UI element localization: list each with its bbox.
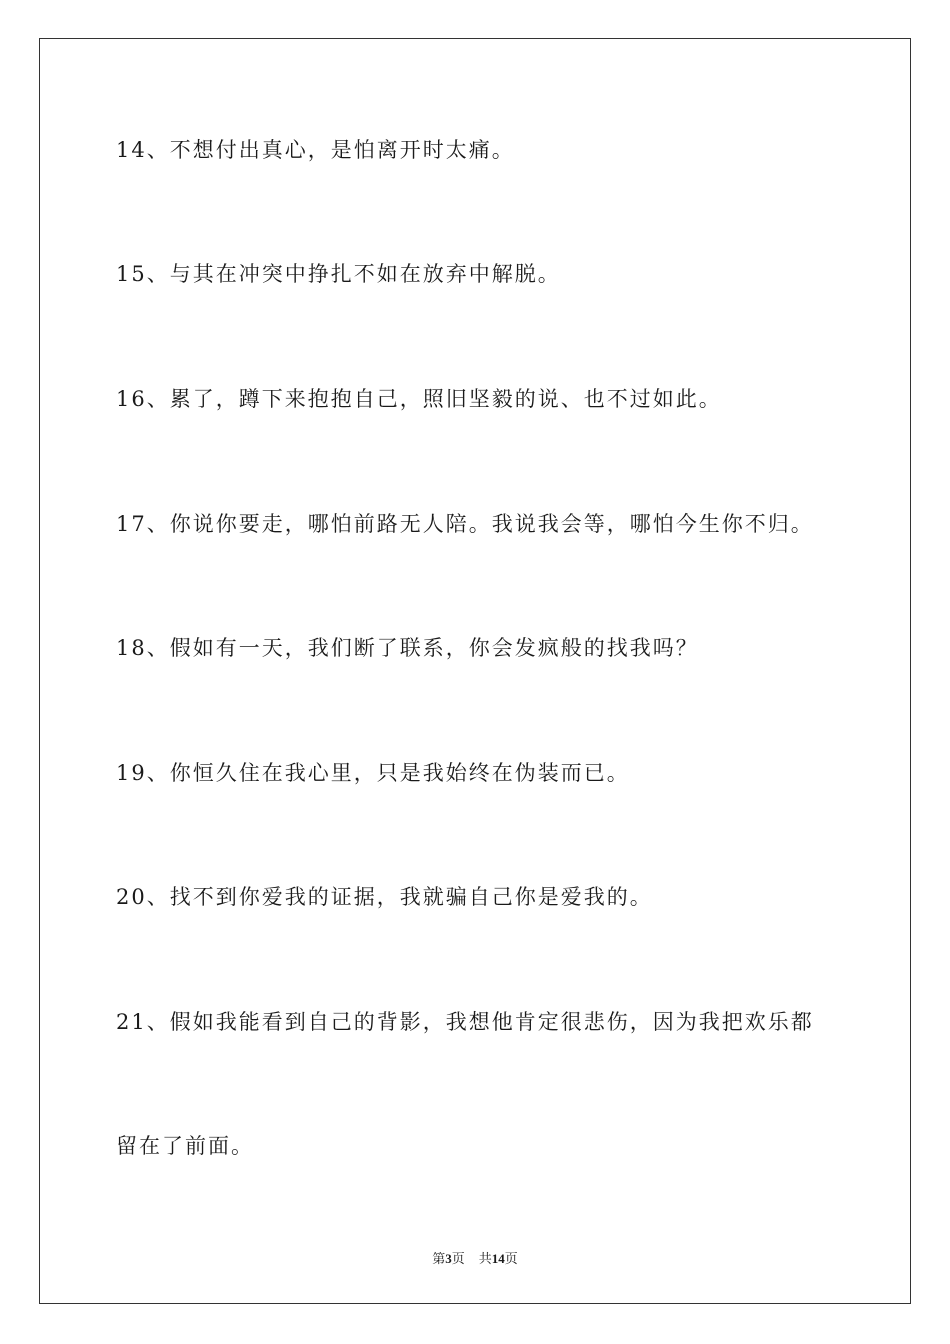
quote-15: 15、与其在冲突中挣扎不如在放弃中解脱。 xyxy=(116,262,561,286)
page-suffix: 页 xyxy=(451,1251,465,1266)
quote-17: 17、你说你要走，哪怕前路无人陪。我说我会等，哪怕今生你不归。 xyxy=(116,512,814,536)
page-footer xyxy=(0,1248,950,1267)
page-border xyxy=(39,38,911,1304)
total-prefix: 共 xyxy=(478,1251,492,1266)
page-prefix: 第 xyxy=(432,1251,446,1266)
quote-14: 14、不想付出真心，是怕离开时太痛。 xyxy=(116,138,515,162)
quote-18: 18、假如有一天，我们断了联系，你会发疯般的找我吗？ xyxy=(116,636,699,660)
total-suffix: 页 xyxy=(504,1251,518,1266)
total-page-count: 14 xyxy=(491,1251,505,1266)
quote-21: 21、假如我能看到自己的背影，我想他肯定很悲伤，因为我把欢乐都 xyxy=(116,1010,814,1034)
quote-19: 19、你恒久住在我心里，只是我始终在伪装而已。 xyxy=(116,761,630,785)
quote-16: 16、累了，蹲下来抱抱自己，照旧坚毅的说、也不过如此。 xyxy=(116,387,722,411)
current-page-number: 3 xyxy=(445,1251,452,1266)
quote-20: 20、找不到你爱我的证据，我就骗自己你是爱我的。 xyxy=(116,885,653,909)
quote-21-continued: 留在了前面。 xyxy=(116,1134,254,1158)
